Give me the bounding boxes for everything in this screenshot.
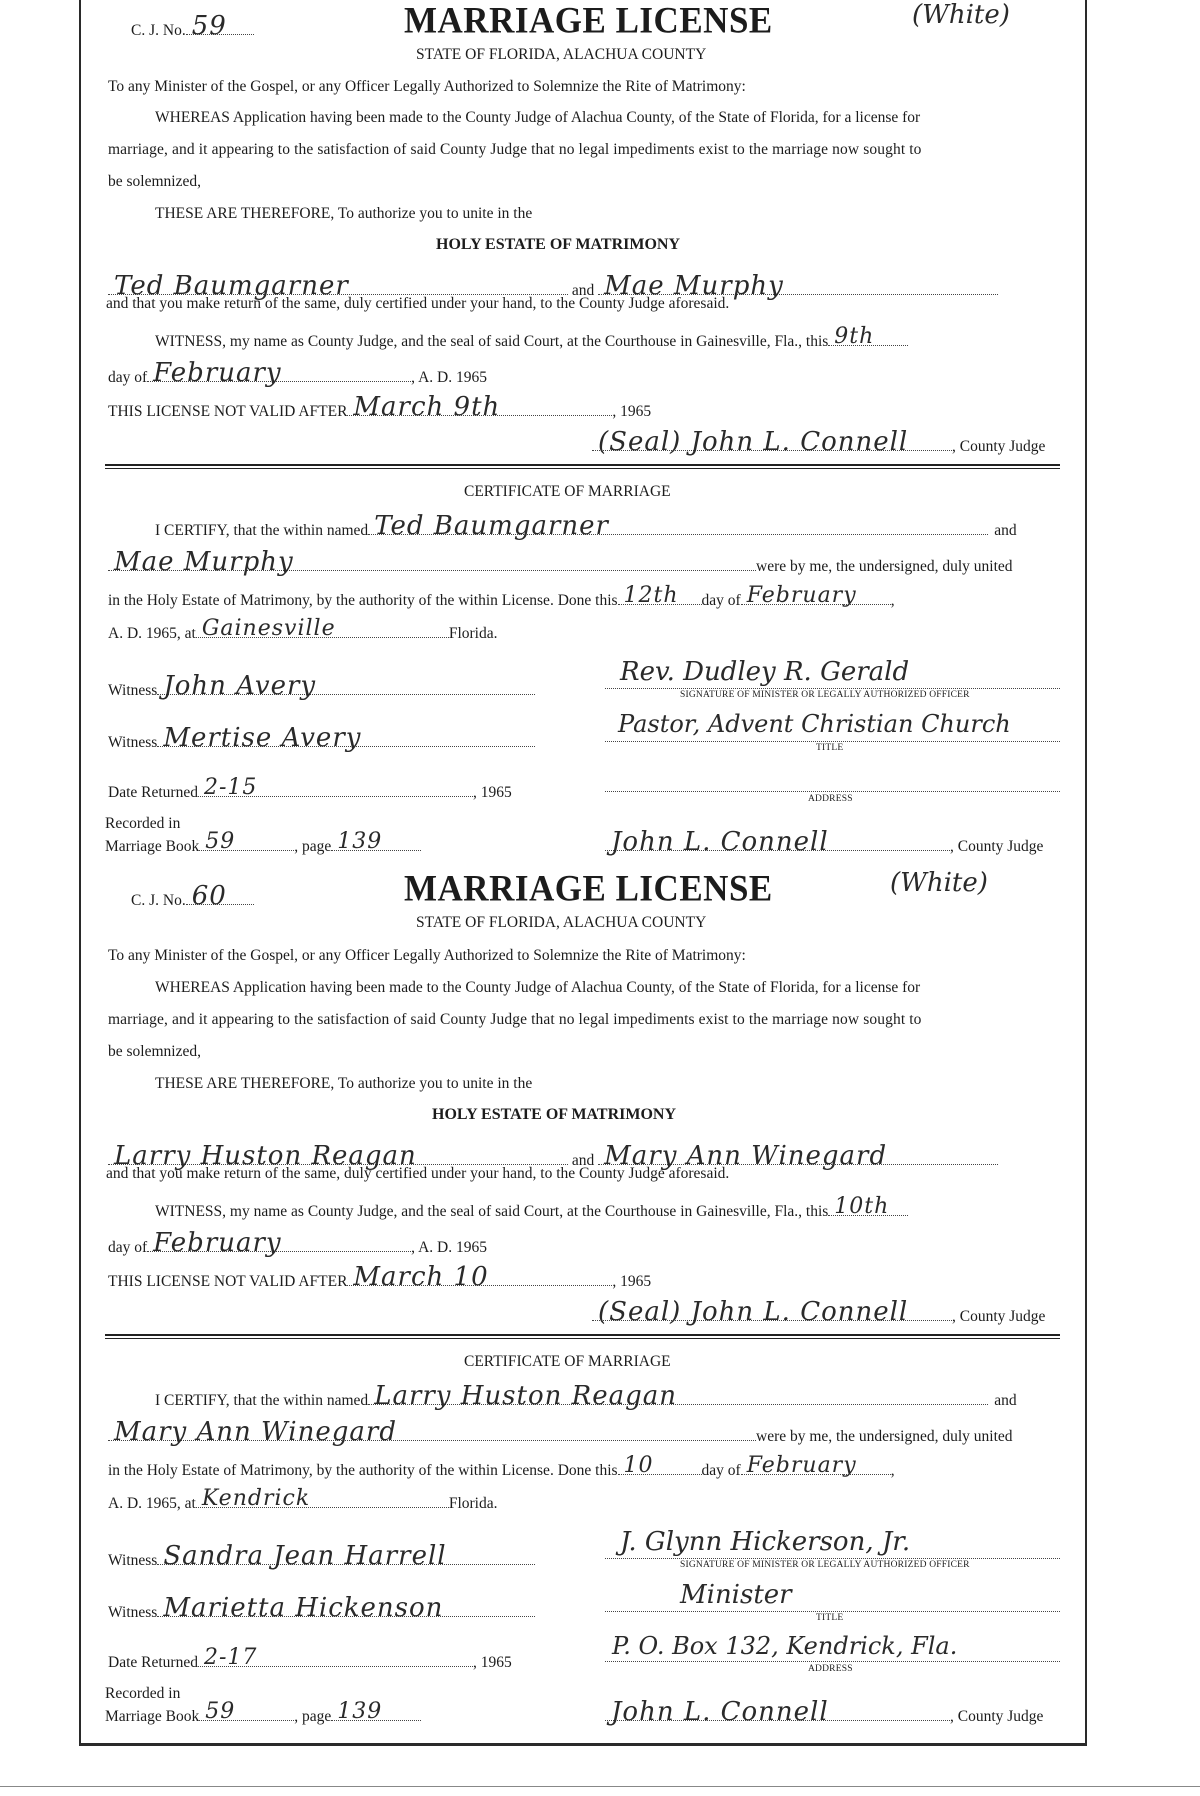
returned-year-digit: 5 — [503, 784, 512, 801]
title-caption: TITLE — [816, 1613, 844, 1623]
whereas-line-1: WHEREAS Application having been made to the County Judge of Alachua County, of the State of Florida, for a license for — [155, 979, 921, 996]
officiant-title: Pastor, Advent Christian Church — [618, 710, 1011, 738]
married-year-digit: 5 — [169, 625, 177, 642]
witness-1-row: Witness Sandra Jean Harrell — [108, 1546, 535, 1571]
witness-2-row: Witness Marietta Hickenson — [108, 1598, 535, 1623]
witness-statement-row: WITNESS, my name as County Judge, and the seal of said Court, at the Courthouse in Gainesville, Fla., this 9th — [155, 327, 908, 352]
married-place: Gainesville — [201, 616, 336, 641]
recording-judge-row: John L. Connell , County Judge — [605, 832, 1043, 857]
witness-2-signature: Mertise Avery — [163, 723, 362, 753]
section-divider — [105, 464, 1060, 469]
page-number: 139 — [337, 1699, 383, 1724]
signature-caption: SIGNATURE OF MINISTER OR LEGALLY AUTHORIZED OFFICER — [680, 690, 970, 700]
issue-date-row: day of February , A. D. 1965 — [108, 358, 487, 388]
expiry-year-digit: 5 — [643, 1273, 652, 1290]
married-year-digit: 5 — [169, 1495, 177, 1512]
title-caption: TITLE — [816, 743, 844, 753]
officiant-title: Minister — [680, 1580, 792, 1610]
address-caption: ADDRESS — [808, 1664, 853, 1674]
cert-bride-name: Mary Ann Winegard — [114, 1417, 397, 1447]
cj-number-row: C. J. No. 60 — [131, 886, 254, 911]
date-returned-row: Date Returned 2-15 , 1965 — [108, 775, 512, 801]
date-returned: 2-17 — [203, 1645, 258, 1670]
witness-1-signature: John Avery — [163, 671, 317, 701]
whereas-line-3: be solemnized, — [108, 1043, 201, 1060]
witness-2-row: Witness Mertise Avery — [108, 728, 535, 753]
date-returned: 2-15 — [203, 775, 258, 800]
officiant-address: P. O. Box 132, Kendrick, Fla. — [612, 1632, 958, 1660]
return-line: and that you make return of the same, duly certified under your hand, to the County Judge aforesaid. — [106, 1165, 730, 1182]
book-page-row: Marriage Book 59 , page 139 — [105, 1702, 421, 1727]
expiry-year-digit: 5 — [643, 403, 652, 420]
recording-judge-row: John L. Connell , County Judge — [605, 1702, 1043, 1727]
date-returned-row: Date Returned 2-17 , 1965 — [108, 1645, 512, 1671]
returned-year-digit: 5 — [503, 1654, 512, 1671]
issue-month: February — [153, 1228, 282, 1258]
race-annotation: (White) — [890, 868, 988, 898]
done-row: in the Holy Estate of Matrimony, by the authority of the within License. Done this 10 day of February , — [108, 1453, 895, 1479]
certificate-heading: CERTIFICATE OF MARRIAGE — [464, 483, 671, 500]
certify-row: I CERTIFY, that the within named Ted Baumgarner and — [155, 511, 1017, 541]
married-day: 10 — [623, 1453, 654, 1478]
cj-number: 60 — [191, 881, 227, 911]
address-line: To any Minister of the Gospel, or any Officer Legally Authorized to Solemnize the Rite of Matrimony: — [108, 78, 746, 95]
page-number: 139 — [337, 829, 383, 854]
book-page-row: Marriage Book 59 , page 139 — [105, 832, 421, 857]
issue-month: February — [153, 358, 282, 388]
whereas-line-3: be solemnized, — [108, 173, 201, 190]
license-subtitle: STATE OF FLORIDA, ALACHUA COUNTY — [416, 914, 707, 931]
issue-day: 10th — [834, 1194, 890, 1219]
cert-groom-name: Ted Baumgarner — [374, 511, 609, 541]
married-month: February — [746, 583, 857, 608]
issue-day: 9th — [834, 324, 875, 349]
book-number: 59 — [205, 1699, 236, 1724]
married-place: Kendrick — [201, 1486, 311, 1511]
scan-edge-line — [0, 1786, 1200, 1787]
married-month: February — [746, 1453, 857, 1478]
holy-estate-heading: HOLY ESTATE OF MATRIMONY — [432, 1106, 677, 1123]
officiant-signature: J. Glynn Hickerson, Jr. — [620, 1527, 911, 1557]
groom-name: Ted Baumgarner — [114, 271, 349, 301]
parties-row: Ted Baumgarner and Mae Murphy — [108, 276, 998, 301]
cj-number: 59 — [191, 11, 227, 41]
done-row: in the Holy Estate of Matrimony, by the authority of the within License. Done this 12th day of February , — [108, 583, 895, 609]
recorded-in-label: Recorded in — [105, 815, 181, 832]
expiry-row: THIS LICENSE NOT VALID AFTER March 9th , 1965 — [108, 392, 652, 422]
certify-row: I CERTIFY, that the within named Larry Huston Reagan and — [155, 1381, 1017, 1411]
book-number: 59 — [205, 829, 236, 854]
cj-number-row: C. J. No. 59 — [131, 16, 254, 41]
recording-judge-signature: John L. Connell — [611, 1697, 829, 1727]
place-row: A. D. 1965, at Gainesville Florida. — [108, 616, 498, 642]
recorded-in-label: Recorded in — [105, 1685, 181, 1702]
groom-name: Larry Huston Reagan — [114, 1141, 417, 1171]
holy-estate-heading: HOLY ESTATE OF MATRIMONY — [436, 236, 681, 253]
whereas-line-2: marriage, and it appearing to the satisfaction of said County Judge that no legal impediments exist to the marriage now sought to — [108, 141, 922, 158]
certificate-heading: CERTIFICATE OF MARRIAGE — [464, 1353, 671, 1370]
license-title: MARRIAGE LICENSE — [404, 868, 773, 909]
issue-year-digit: 5 — [479, 369, 487, 386]
section-divider — [105, 1334, 1060, 1339]
married-day: 12th — [623, 583, 679, 608]
parties-row: Larry Huston Reagan and Mary Ann Winegard — [108, 1146, 998, 1171]
judge-signature: (Seal) John L. Connell — [598, 1297, 909, 1327]
whereas-line-2: marriage, and it appearing to the satisfaction of said County Judge that no legal impediments exist to the marriage now sought to — [108, 1011, 922, 1028]
witness-statement-row: WITNESS, my name as County Judge, and the seal of said Court, at the Courthouse in Gainesville, Fla., this 10th — [155, 1197, 908, 1222]
bride-name: Mae Murphy — [604, 271, 784, 301]
witness-2-signature: Marietta Hickenson — [163, 1593, 444, 1623]
therefore-line: THESE ARE THEREFORE, To authorize you to unite in the — [155, 205, 533, 222]
cert-groom-name: Larry Huston Reagan — [374, 1381, 677, 1411]
witness-1-signature: Sandra Jean Harrell — [163, 1541, 447, 1571]
judge-signature: (Seal) John L. Connell — [598, 427, 909, 457]
place-row: A. D. 1965, at Kendrick Florida. — [108, 1486, 498, 1512]
expiry-date: March 9th — [353, 392, 501, 422]
therefore-line: THESE ARE THEREFORE, To authorize you to unite in the — [155, 1075, 533, 1092]
page-border-right — [1085, 0, 1087, 1745]
witness-1-row: Witness John Avery — [108, 676, 535, 701]
issue-year-digit: 5 — [479, 1239, 487, 1256]
license-title: MARRIAGE LICENSE — [404, 0, 773, 41]
cert-bride-row: Mae Murphy were by me, the undersigned, duly united — [108, 552, 1013, 577]
expiry-row: THIS LICENSE NOT VALID AFTER March 10 , 1965 — [108, 1262, 652, 1292]
whereas-line-1: WHEREAS Application having been made to the County Judge of Alachua County, of the State of Florida, for a license for — [155, 109, 921, 126]
issue-date-row: day of February , A. D. 1965 — [108, 1228, 487, 1258]
expiry-date: March 10 — [353, 1262, 489, 1292]
return-line: and that you make return of the same, duly certified under your hand, to the County Judge aforesaid. — [106, 295, 730, 312]
page-border-bottom — [79, 1743, 1087, 1746]
license-subtitle: STATE OF FLORIDA, ALACHUA COUNTY — [416, 46, 707, 63]
race-annotation: (White) — [912, 0, 1010, 30]
cert-bride-name: Mae Murphy — [114, 547, 294, 577]
address-caption: ADDRESS — [808, 794, 853, 804]
page-border-left — [79, 0, 81, 1745]
bride-name: Mary Ann Winegard — [604, 1141, 888, 1171]
cert-bride-row: Mary Ann Winegard were by me, the undersigned, duly united — [108, 1422, 1013, 1447]
signature-caption: SIGNATURE OF MINISTER OR LEGALLY AUTHORIZED OFFICER — [680, 1560, 970, 1570]
officiant-signature: Rev. Dudley R. Gerald — [620, 657, 910, 687]
judge-signature-row: (Seal) John L. Connell , County Judge — [592, 432, 1045, 457]
recording-judge-signature: John L. Connell — [611, 827, 829, 857]
address-line: To any Minister of the Gospel, or any Officer Legally Authorized to Solemnize the Rite of Matrimony: — [108, 947, 746, 964]
judge-signature-row: (Seal) John L. Connell , County Judge — [592, 1302, 1045, 1327]
